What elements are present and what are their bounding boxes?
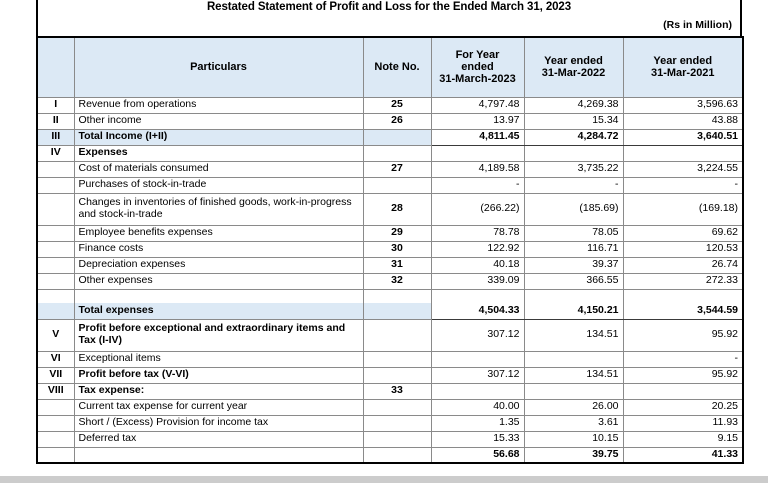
row-value-fy2022: 116.71 (524, 241, 623, 257)
row-roman-numeral (37, 257, 74, 273)
row-value-fy2021: 3,640.51 (623, 129, 743, 145)
spacer-cell (37, 289, 74, 303)
row-value-fy2022: 4,150.21 (524, 303, 623, 319)
profit-and-loss-table (36, 36, 744, 464)
row-value-fy2022: 39.75 (524, 447, 623, 463)
row-value-fy2023: - (431, 177, 524, 193)
row-value-fy2023: 40.00 (431, 399, 524, 415)
units-note: (Rs in Million) (663, 19, 732, 31)
row-value-fy2021: - (623, 177, 743, 193)
row-value-fy2023: 122.92 (431, 241, 524, 257)
spacer-cell (363, 289, 431, 303)
year-2023-line2: ended (461, 61, 494, 74)
row-value-fy2021: 26.74 (623, 257, 743, 273)
row-note-number (363, 177, 431, 193)
row-particulars: Other expenses (74, 273, 363, 289)
row-value-fy2021: 3,596.63 (623, 97, 743, 113)
table-row (37, 161, 743, 177)
row-value-fy2022: 78.05 (524, 225, 623, 241)
row-value-fy2022: 26.00 (524, 399, 623, 415)
row-value-fy2023: 40.18 (431, 257, 524, 273)
row-roman-numeral (37, 193, 74, 225)
row-roman-numeral (37, 177, 74, 193)
row-roman-numeral (37, 447, 74, 463)
title-block (36, 0, 742, 36)
row-particulars: Total Income (I+II) (74, 129, 363, 145)
row-note-number (363, 399, 431, 415)
row-value-fy2022: 4,284.72 (524, 129, 623, 145)
row-value-fy2023: 4,797.48 (431, 97, 524, 113)
spacer-cell (623, 289, 743, 303)
row-roman-numeral (37, 161, 74, 177)
row-particulars (74, 447, 363, 463)
row-note-number (363, 447, 431, 463)
row-value-fy2021: 9.15 (623, 431, 743, 447)
row-value-fy2021: 120.53 (623, 241, 743, 257)
row-note-number: 29 (363, 225, 431, 241)
row-value-fy2022: 366.55 (524, 273, 623, 289)
spacer-cell (524, 289, 623, 303)
row-roman-numeral (37, 431, 74, 447)
row-roman-numeral (37, 399, 74, 415)
row-value-fy2022: 3.61 (524, 415, 623, 431)
row-value-fy2022 (524, 145, 623, 161)
year-2022-line2: 31-Mar-2022 (541, 67, 606, 80)
row-roman-numeral (37, 303, 74, 319)
year-2023-line1: For Year (455, 48, 500, 61)
row-value-fy2023: 307.12 (431, 319, 524, 351)
table-row (37, 383, 743, 399)
row-note-number (363, 129, 431, 145)
table-row (37, 241, 743, 257)
year-2021-line1: Year ended (653, 54, 713, 67)
table-row (37, 399, 743, 415)
row-value-fy2023: 56.68 (431, 447, 524, 463)
row-note-number (363, 351, 431, 367)
row-note-number: 30 (363, 241, 431, 257)
row-value-fy2021: 3,544.59 (623, 303, 743, 319)
row-value-fy2021: 43.88 (623, 113, 743, 129)
page-right-margin (742, 0, 768, 476)
row-value-fy2023: 78.78 (431, 225, 524, 241)
col-header-note-no: Note No. (363, 37, 431, 97)
table-row (37, 273, 743, 289)
table-row (37, 447, 743, 463)
table-row (37, 257, 743, 273)
row-roman-numeral (37, 273, 74, 289)
row-particulars: Other income (74, 113, 363, 129)
row-value-fy2022: (185.69) (524, 193, 623, 225)
table-header (37, 37, 743, 97)
row-note-number (363, 367, 431, 383)
row-value-fy2021 (623, 383, 743, 399)
col-header-year-2022 (524, 37, 623, 97)
row-value-fy2023 (431, 145, 524, 161)
row-value-fy2023: 307.12 (431, 367, 524, 383)
row-value-fy2022: 39.37 (524, 257, 623, 273)
row-particulars: Employee benefits expenses (74, 225, 363, 241)
row-particulars: Purchases of stock-in-trade (74, 177, 363, 193)
row-value-fy2021: 11.93 (623, 415, 743, 431)
row-value-fy2022: 4,269.38 (524, 97, 623, 113)
row-roman-numeral: IV (37, 145, 74, 161)
row-note-number: 25 (363, 97, 431, 113)
year-2022-line1: Year ended (544, 54, 603, 67)
row-value-fy2021: 20.25 (623, 399, 743, 415)
row-note-number (363, 145, 431, 161)
row-roman-numeral: I (37, 97, 74, 113)
row-particulars: Finance costs (74, 241, 363, 257)
row-value-fy2023: (266.22) (431, 193, 524, 225)
page-title: Restated Statement of Profit and Loss for the Ended March 31, 2023 (206, 1, 572, 13)
col-header-particulars: Particulars (74, 37, 363, 97)
row-note-number: 33 (363, 383, 431, 399)
table-row (37, 113, 743, 129)
window-bottom-chrome (0, 476, 768, 483)
row-note-number: 31 (363, 257, 431, 273)
spacer-cell (74, 289, 363, 303)
table-row (37, 193, 743, 225)
row-value-fy2022: 3,735.22 (524, 161, 623, 177)
table-row (37, 351, 743, 367)
table-row (37, 225, 743, 241)
table-row (37, 367, 743, 383)
year-2021-line2: 31-Mar-2021 (650, 67, 715, 80)
year-2023-line3: 31-March-2023 (439, 73, 516, 86)
row-roman-numeral: VII (37, 367, 74, 383)
table-row (37, 145, 743, 161)
table-spacer-row (37, 289, 743, 303)
col-header-roman (37, 37, 74, 97)
row-roman-numeral (37, 225, 74, 241)
row-value-fy2021: 272.33 (623, 273, 743, 289)
col-header-year-2021 (623, 37, 743, 97)
row-value-fy2022: 15.34 (524, 113, 623, 129)
row-roman-numeral: V (37, 319, 74, 351)
row-value-fy2023: 1.35 (431, 415, 524, 431)
row-particulars: Total expenses (74, 303, 363, 319)
row-roman-numeral (37, 415, 74, 431)
table-row (37, 319, 743, 351)
row-roman-numeral: III (37, 129, 74, 145)
table-row (37, 431, 743, 447)
col-header-year-2023 (431, 37, 524, 97)
row-value-fy2023: 4,504.33 (431, 303, 524, 319)
row-value-fy2021: 41.33 (623, 447, 743, 463)
row-value-fy2023: 4,189.58 (431, 161, 524, 177)
row-note-number: 26 (363, 113, 431, 129)
row-particulars: Depreciation expenses (74, 257, 363, 273)
row-value-fy2021: 69.62 (623, 225, 743, 241)
row-value-fy2021: (169.18) (623, 193, 743, 225)
row-particulars: Expenses (74, 145, 363, 161)
row-note-number (363, 319, 431, 351)
row-value-fy2022: 10.15 (524, 431, 623, 447)
row-note-number (363, 431, 431, 447)
table-row (37, 97, 743, 113)
row-particulars: Profit before exceptional and extraordinary items and Tax (I-IV) (74, 319, 363, 351)
spacer-cell (431, 289, 524, 303)
row-particulars: Changes in inventories of finished goods, work-in-progress and stock-in-trade (74, 193, 363, 225)
row-roman-numeral: VIII (37, 383, 74, 399)
row-value-fy2021: 95.92 (623, 367, 743, 383)
row-roman-numeral: II (37, 113, 74, 129)
row-particulars: Revenue from operations (74, 97, 363, 113)
row-particulars: Deferred tax (74, 431, 363, 447)
row-value-fy2023: 4,811.45 (431, 129, 524, 145)
row-note-number: 28 (363, 193, 431, 225)
row-roman-numeral: VI (37, 351, 74, 367)
page-left-margin (0, 0, 36, 476)
row-value-fy2023: 15.33 (431, 431, 524, 447)
row-note-number (363, 303, 431, 319)
table-body (37, 97, 743, 463)
row-value-fy2022 (524, 383, 623, 399)
row-value-fy2023 (431, 351, 524, 367)
row-value-fy2022: - (524, 177, 623, 193)
row-value-fy2022: 134.51 (524, 319, 623, 351)
table-row (37, 129, 743, 145)
row-value-fy2021: 95.92 (623, 319, 743, 351)
row-particulars: Profit before tax (V-VI) (74, 367, 363, 383)
row-particulars: Short / (Excess) Provision for income tax (74, 415, 363, 431)
row-value-fy2023: 339.09 (431, 273, 524, 289)
row-value-fy2022 (524, 351, 623, 367)
row-value-fy2021: 3,224.55 (623, 161, 743, 177)
row-particulars: Exceptional items (74, 351, 363, 367)
row-value-fy2022: 134.51 (524, 367, 623, 383)
row-value-fy2021: - (623, 351, 743, 367)
row-value-fy2023: 13.97 (431, 113, 524, 129)
table-row (37, 177, 743, 193)
row-roman-numeral (37, 241, 74, 257)
table-row (37, 303, 743, 319)
row-particulars: Cost of materials consumed (74, 161, 363, 177)
row-value-fy2021 (623, 145, 743, 161)
row-note-number: 32 (363, 273, 431, 289)
row-note-number (363, 415, 431, 431)
row-note-number: 27 (363, 161, 431, 177)
row-value-fy2023 (431, 383, 524, 399)
table-row (37, 415, 743, 431)
row-particulars: Current tax expense for current year (74, 399, 363, 415)
row-particulars: Tax expense: (74, 383, 363, 399)
